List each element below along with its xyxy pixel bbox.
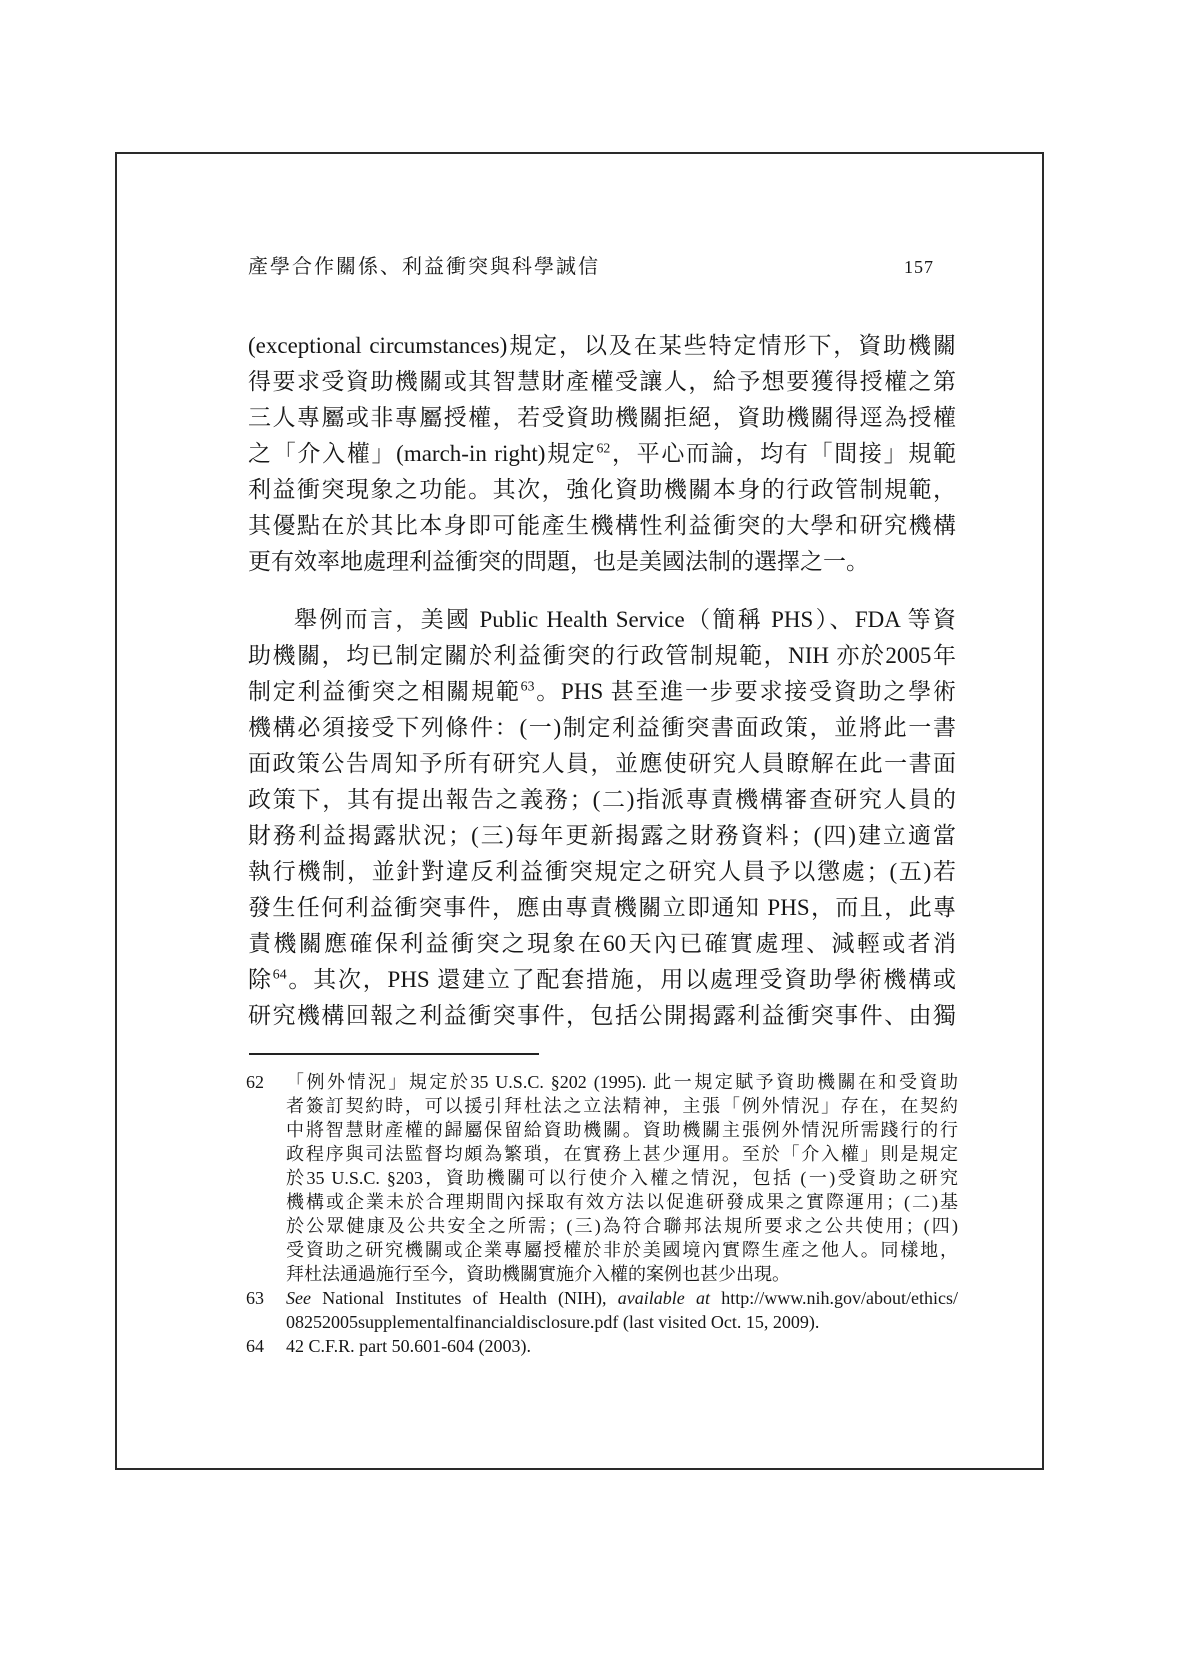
text-line: 財務利益揭露狀況；(三)每年更新揭露之財務資料；(四)建立適當 (248, 823, 956, 848)
footnote-ref: 64 (272, 966, 287, 982)
footnote (246, 1070, 958, 1286)
footnote (246, 1286, 958, 1334)
footnote-ref: 62 (596, 440, 611, 456)
text-line: 助機關，均已制定關於利益衝突的行政管制規範，NIH 亦於2005年 (248, 643, 956, 668)
text-line: 機構或企業未於合理期間內採取有效方法以促進研發成果之實際運用；(二)基 (286, 1192, 958, 1212)
text-line: 中將智慧財產權的歸屬保留給資助機關。資助機關主張例外情況所需踐行的行 (286, 1120, 958, 1140)
text-line: 拜杜法通過施行至今，資助機關實施介入權的案例也甚少出現。 (286, 1264, 790, 1284)
footnote-number: 63 (246, 1288, 264, 1308)
text-line: 制定利益衝突之相關規範$^{63}$。PHS 甚至進一步要求接受資助之學術 (248, 678, 957, 704)
running-header (248, 250, 934, 279)
text-line: 得要求受資助機關或其智慧財產權受讓人，給予想要獲得授權之第 (248, 369, 956, 394)
text-line: 執行機制，並針對違反利益衝突規定之研究人員予以懲處；(五)若 (248, 859, 956, 884)
text-line: 42 C.F.R. part 50.601-604 (2003). (286, 1336, 532, 1356)
footnote-separator (249, 1053, 539, 1055)
italic-text: See (286, 1288, 311, 1308)
footnote-number: 62 (246, 1072, 264, 1092)
text-line: 除$^{64}$。其次，PHS 還建立了配套措施，用以處理受資助學術機構或 (248, 966, 956, 992)
text-line: 「例外情況」規定於35 U.S.C. §202 (1995). 此一規定賦予資助機關在和受資助 (286, 1072, 958, 1092)
footnote-text (286, 1286, 958, 1334)
footnote-text (286, 1070, 958, 1286)
text-line: 更有效率地處理利益衝突的問題，也是美國法制的選擇之一。 (248, 549, 869, 574)
paragraph (248, 602, 956, 1034)
paragraph (248, 328, 956, 580)
text-line: 面政策公告周知予所有研究人員，並應使研究人員瞭解在此一書面 (248, 751, 956, 776)
text-line: 三人專屬或非專屬授權，若受資助機關拒絕，資助機關得逕為授權 (248, 405, 956, 430)
text-line: (exceptional circumstances)規定，以及在某些特定情形下，資助機關 (248, 333, 956, 358)
text-line: 其優點在於其比本身即可能產生機構性利益衝突的大學和研究機構 (248, 513, 956, 538)
text-line: 之「介入權」(march-in right)規定$^{62}$，平心而論，均有「間接」規範 (248, 440, 957, 466)
text-line: 於公眾健康及公共安全之所需；(三)為符合聯邦法規所要求之公共使用；(四) (286, 1216, 958, 1236)
running-header-title: 產學合作關係、利益衝突與科學誠信 (248, 256, 600, 278)
footnote-text (286, 1334, 958, 1358)
text-line: 研究機構回報之利益衝突事件，包括公開揭露利益衝突事件、由獨 (248, 1003, 956, 1028)
footnote-ref: 63 (520, 678, 535, 694)
text-line: 受資助之研究機關或企業專屬授權於非於美國境內實際生產之他人。同樣地， (286, 1240, 958, 1260)
text-line: 發生任何利益衝突事件，應由專責機關立即通知 PHS，而且，此專 (248, 895, 956, 920)
text-line: 政程序與司法監督均頗為繁瑣，在實務上甚少運用。至於「介入權」則是規定 (286, 1144, 958, 1164)
text-line: See National Institutes of Health (NIH), available at http://www.nih.gov/about/ethics/ (286, 1288, 959, 1308)
text-line: 責機關應確保利益衝突之現象在60天內已確實處理、減輕或者消 (248, 931, 956, 956)
text-line: 機構必須接受下列條件：(一)制定利益衝突書面政策，並將此一書 (248, 715, 956, 740)
italic-text: available at (617, 1288, 710, 1308)
body-text (248, 328, 956, 1034)
text-line: 政策下，其有提出報告之義務；(二)指派專責機構審查研究人員的 (248, 787, 956, 812)
page-number: 157 (904, 257, 934, 277)
text-line: 利益衝突現象之功能。其次，強化資助機關本身的行政管制規範， (248, 477, 956, 502)
text-line: 者簽訂契約時，可以援引拜杜法之立法精神，主張「例外情況」存在，在契約 (286, 1096, 958, 1116)
footnote-number: 64 (246, 1336, 264, 1356)
text-line: 於35 U.S.C. §203，資助機關可以行使介入權之情況，包括 (一)受資助之研究 (286, 1168, 958, 1188)
footnotes-section (246, 1070, 958, 1358)
footnote (246, 1334, 958, 1358)
text-line: 08252005supplementalfinancialdisclosure.pdf (last visited Oct. 15, 2009). (286, 1312, 820, 1332)
text-line: 舉例而言，美國 Public Health Service（簡稱 PHS）、FDA 等資 (294, 607, 956, 632)
